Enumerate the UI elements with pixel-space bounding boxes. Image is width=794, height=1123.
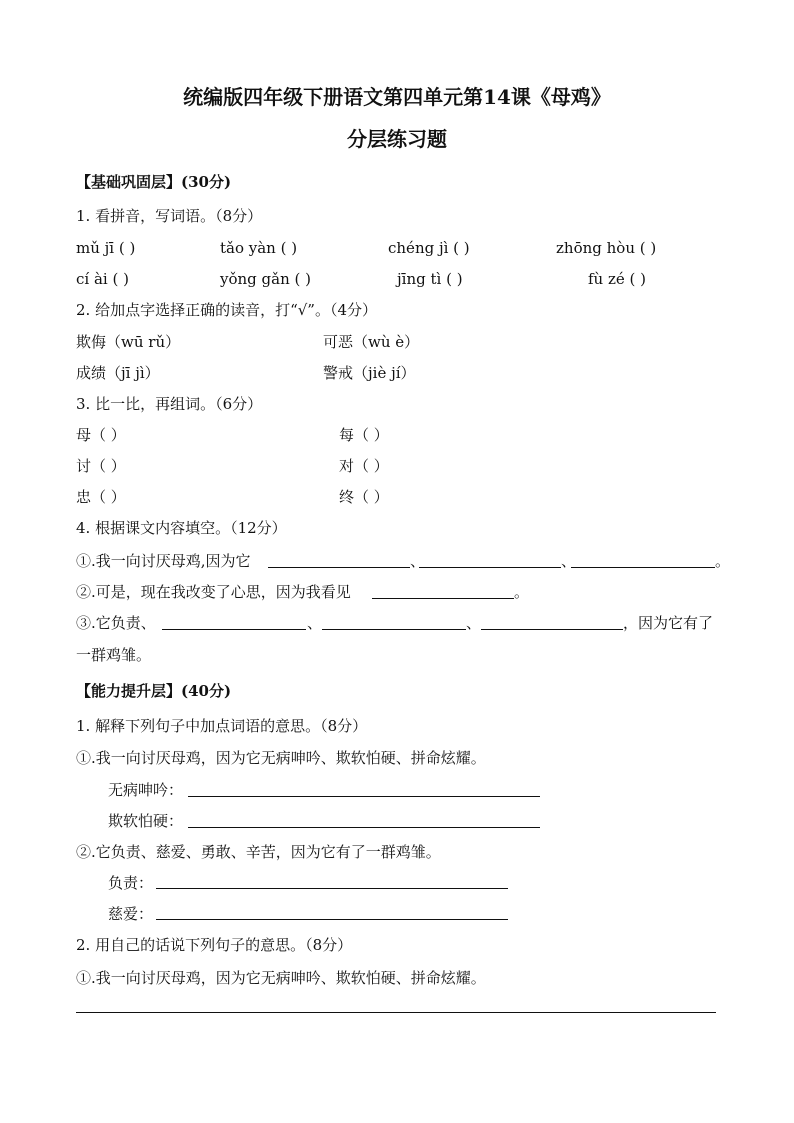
answer-line[interactable] xyxy=(76,1012,716,1013)
pinyin-item: yǒng gǎn ( ) xyxy=(220,270,311,288)
term-label: 无病呻吟： xyxy=(108,781,184,799)
reading-choice-item: 可恶（wù è） xyxy=(323,333,420,351)
p1-prompt: 1. 解释下列句子中加点词语的意思。（8分） xyxy=(76,717,368,735)
q4-prompt: 4. 根据课文内容填空。（12分） xyxy=(76,519,287,537)
blank-line[interactable] xyxy=(571,567,715,568)
q1-prompt: 1. 看拼音，写词语。（8分） xyxy=(76,207,263,225)
q3-prompt: 3. 比一比，再组词。（6分） xyxy=(76,395,263,413)
compare-word-item: 母（ ） xyxy=(76,426,126,444)
blank-line[interactable] xyxy=(162,629,306,630)
q4-line1-text: ①.我一向讨厌母鸡,因为它 xyxy=(76,552,251,570)
term-label: 慈爱： xyxy=(108,905,154,923)
compare-word-item: 忠（ ） xyxy=(76,488,126,506)
p1-sentence1: ①.我一向讨厌母鸡，因为它无病呻吟、欺软怕硬、拼命炫耀。 xyxy=(76,749,486,767)
pinyin-item: tǎo yàn ( ) xyxy=(220,239,298,257)
compare-word-item: 终（ ） xyxy=(339,488,389,506)
p2-sentence1: ①.我一向讨厌母鸡，因为它无病呻吟、欺软怕硬、拼命炫耀。 xyxy=(76,969,486,987)
compare-word-item: 对（ ） xyxy=(339,457,389,475)
end-mark: 。 xyxy=(715,552,731,570)
q2-prompt: 2. 给加点字选择正确的读音，打“√”。（4分） xyxy=(76,301,378,319)
blank-line[interactable] xyxy=(372,598,514,599)
reading-choice-item: 成绩（jī jì） xyxy=(76,364,160,382)
q4-line3-text: ③.它负责、 xyxy=(76,614,156,632)
pinyin-item: chéng jì ( ) xyxy=(388,239,470,257)
separator: 、 xyxy=(410,552,426,570)
p2-prompt: 2. 用自己的话说下列句子的意思。（8分） xyxy=(76,936,353,954)
reading-choice-item: 警戒（jiè jí） xyxy=(323,364,416,382)
compare-word-item: 每（ ） xyxy=(339,426,389,444)
page-subtitle: 分层练习题 xyxy=(347,127,447,151)
compare-word-item: 讨（ ） xyxy=(76,457,126,475)
section-basic-heading: 【基础巩固层】(30分) xyxy=(76,173,232,191)
separator: 、 xyxy=(307,614,323,632)
term-label: 负责： xyxy=(108,874,154,892)
answer-line[interactable] xyxy=(156,919,508,920)
answer-line[interactable] xyxy=(156,888,508,889)
answer-line[interactable] xyxy=(188,827,540,828)
pinyin-item: fù zé ( ) xyxy=(588,270,647,288)
page-title: 统编版四年级下册语文第四单元第14课《母鸡》 xyxy=(183,85,611,109)
section-ability-heading: 【能力提升层】(40分) xyxy=(76,682,232,700)
reading-choice-item: 欺侮（wū rǔ） xyxy=(76,333,181,351)
q4-line3-tail: ，因为它有了 xyxy=(623,614,714,632)
blank-line[interactable] xyxy=(322,629,466,630)
separator: 、 xyxy=(561,552,577,570)
p1-sentence2: ②.它负责、慈爱、勇敢、辛苦，因为它有了一群鸡雏。 xyxy=(76,843,441,861)
separator: 、 xyxy=(466,614,482,632)
answer-line[interactable] xyxy=(188,796,540,797)
pinyin-item: mǔ jī ( ) xyxy=(76,239,136,257)
pinyin-item: zhōng hòu ( ) xyxy=(556,239,657,257)
pinyin-item: cí ài ( ) xyxy=(76,270,129,288)
pinyin-item: jīng tì ( ) xyxy=(397,270,463,288)
q4-line2-text: ②.可是，现在我改变了心思，因为我看见 xyxy=(76,583,351,601)
blank-line[interactable] xyxy=(419,567,561,568)
q4-line3-continued: 一群鸡雏。 xyxy=(76,646,152,664)
end-mark: 。 xyxy=(514,583,530,601)
term-label: 欺软怕硬： xyxy=(108,812,184,830)
blank-line[interactable] xyxy=(268,567,410,568)
blank-line[interactable] xyxy=(481,629,623,630)
